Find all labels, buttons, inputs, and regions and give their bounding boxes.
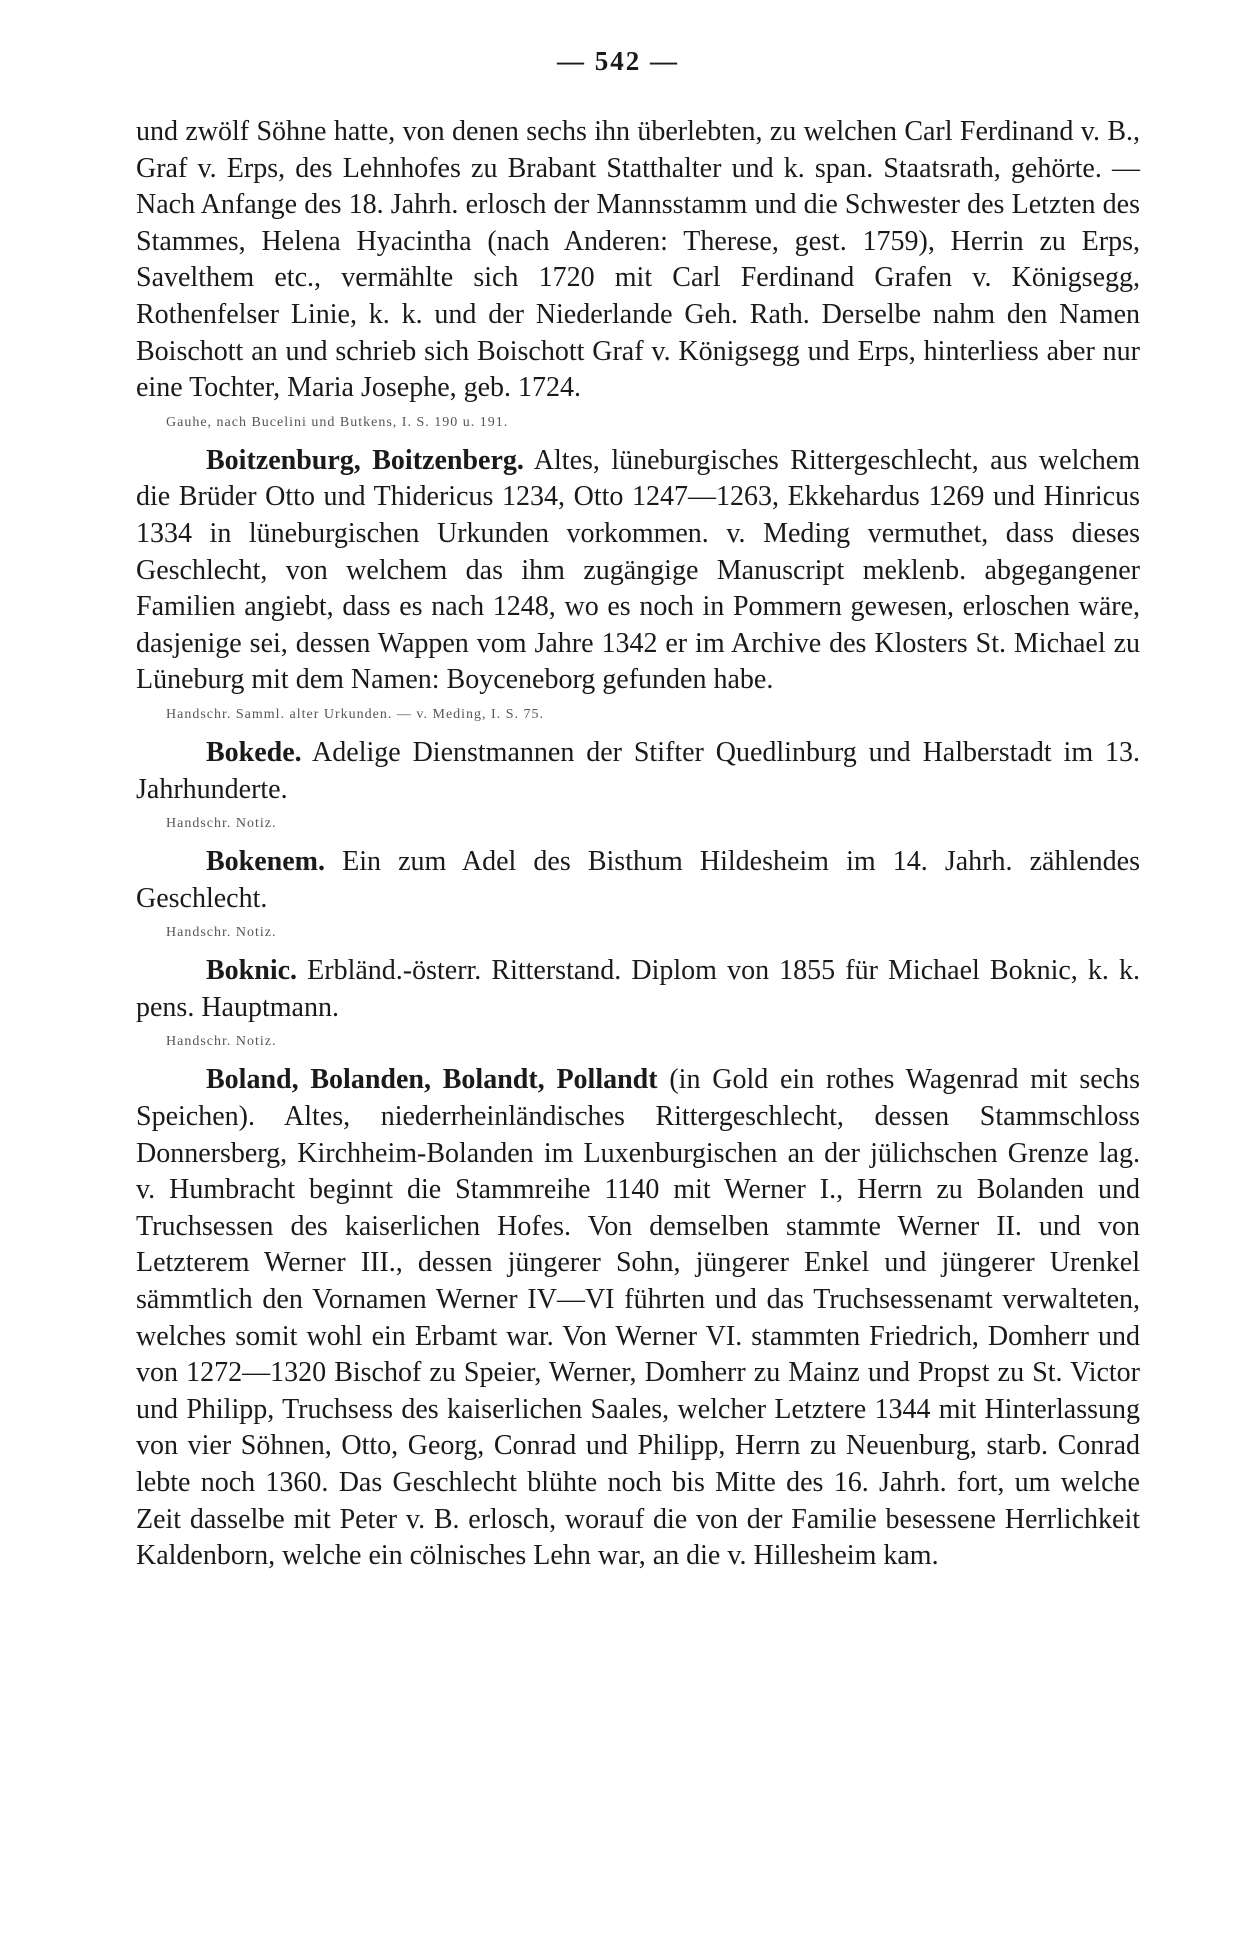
entry-boknic-source: Handschr. Notiz. — [166, 1034, 277, 1050]
entry-boland — [136, 1062, 1140, 1574]
entry-bokede — [136, 735, 1140, 808]
entry-boland-text: (in Gold ein rothes Wagenrad mit sechs Speichen). Altes, niederrheinländisches Rittergeschlecht, dessen Stammschloss Donnersberg, Kirchheim-Bolanden im Luxenburgischen an der jülichschen Grenze lag. v. Humbracht beginnt die Stammreihe 1140 mit Werner I., Herrn zu Bolanden und Truchsessen des kaiserlichen Hofes. Von demselben stammte Werner II. und von Letzterem Werner III., dessen jüngerer Sohn, jüngerer Enkel und jüngerer Urenkel sämmtlich den Vornamen Werner IV—VI führten und das Truchsessenamt verwalteten, welches somit wohl ein Erbamt war. Von Werner VI. stammten Friedrich, Domherr und von 1272—1320 Bischof zu Speier, Werner, Domherr zu Mainz und Propst zu St. Victor und Philipp, Truchsess des kaiserlichen Saales, welcher Letztere 1344 mit Hinterlassung von vier Söhnen, Otto, Georg, Conrad und Philipp, Herrn zu Neuenburg, starb. Conrad lebte noch 1360. Das Geschlecht blühte noch bis Mitte des 16. Jahrh. fort, um welche Zeit dasselbe mit Peter v. B. erlosch, worauf die von der Familie besessene Herrlichkeit Kaldenborn, welche ein cölnisches Lehn war, an die v. Hillesheim kam. — [136, 1064, 1140, 1572]
entry-bokenem-text: Ein zum Adel des Bisthum Hildesheim im 14. Jahrh. zählendes Geschlecht. — [136, 846, 1140, 914]
entry-bokenem-source: Handschr. Notiz. — [166, 925, 277, 941]
entry-bokede-text: Adelige Dienstmannen der Stifter Quedlinburg und Halberstadt im 13. Jahrhunderte. — [136, 736, 1140, 805]
entry-bokenem — [136, 844, 1140, 917]
entry-boitzenburg-source: Handschr. Samml. alter Urkunden. — v. Meding, I. S. 75. — [166, 706, 544, 722]
page-number: — 542 — — [557, 46, 679, 76]
entry-bokede-source: Handschr. Notiz. — [166, 816, 277, 832]
entry-boitzenburg — [136, 443, 1140, 699]
entry-continuation-text: und zwölf Söhne hatte, von denen sechs ihn überlebten, zu welchen Carl Ferdinand v. B., Graf v. Erps, des Lehnhofes zu Brabant Statthalter und k. span. Staatsrath, gehörte. — Nach Anfange des 18. Jahrh. erlosch der Mannsstamm und die Schwester des Letzten des Stammes, Helena Hyacintha (nach Anderen: Therese, gest. 1759), Herrin zu Erps, Savelthem etc., vermählte sich 1720 mit Carl Ferdinand Grafen v. Königsegg, Rothenfelser Linie, k. k. und der Niederlande Geh. Rath. Derselbe nahm den Namen Boischott an und schrieb sich Boischott Graf v. Königsegg und Erps, hinterliess aber nur eine Tochter, Maria Josephe, geb. 1724. — [136, 116, 1140, 404]
headword-boknic: Boknic. — [206, 955, 298, 987]
page-body — [136, 114, 1140, 1575]
headword-bokenem: Bokenem. — [206, 846, 325, 878]
entry-boitzenburg-text: Altes, lüneburgisches Rittergeschlecht, aus welchem die Brüder Otto und Thidericus 1234, Otto 1247—1263, Ekkehardus 1269 und Hinricus 1334 in lüneburgischen Urkunden vorkommen. v. Meding vermuthet, dass dieses Geschlecht, von welchem das ihm zugängige Manuscript meklenb. abgegangener Familien angiebt, dass es nach 1248, wo es noch in Pommern gewesen, erloschen wäre, dasjenige sei, dessen Wappen vom Jahre 1342 er im Archive des Klosters St. Michael zu Lüneburg mit dem Namen: Boyceneborg gefunden habe. — [136, 444, 1140, 696]
entry-continuation-source: Gauhe, nach Bucelini und Butkens, I. S. 190 u. 191. — [166, 414, 509, 430]
headword-boitzenburg: Boitzenburg, Boitzenberg. — [206, 444, 524, 476]
entry-boknic — [136, 953, 1140, 1026]
entry-boknic-text: Erbländ.-österr. Ritterstand. Diplom von 1855 für Michael Boknic, k. k. pens. Hauptmann. — [136, 955, 1140, 1023]
headword-bokede: Bokede. — [206, 736, 302, 768]
headword-boland: Boland, Bolanden, Bolandt, Pollandt — [206, 1064, 658, 1096]
